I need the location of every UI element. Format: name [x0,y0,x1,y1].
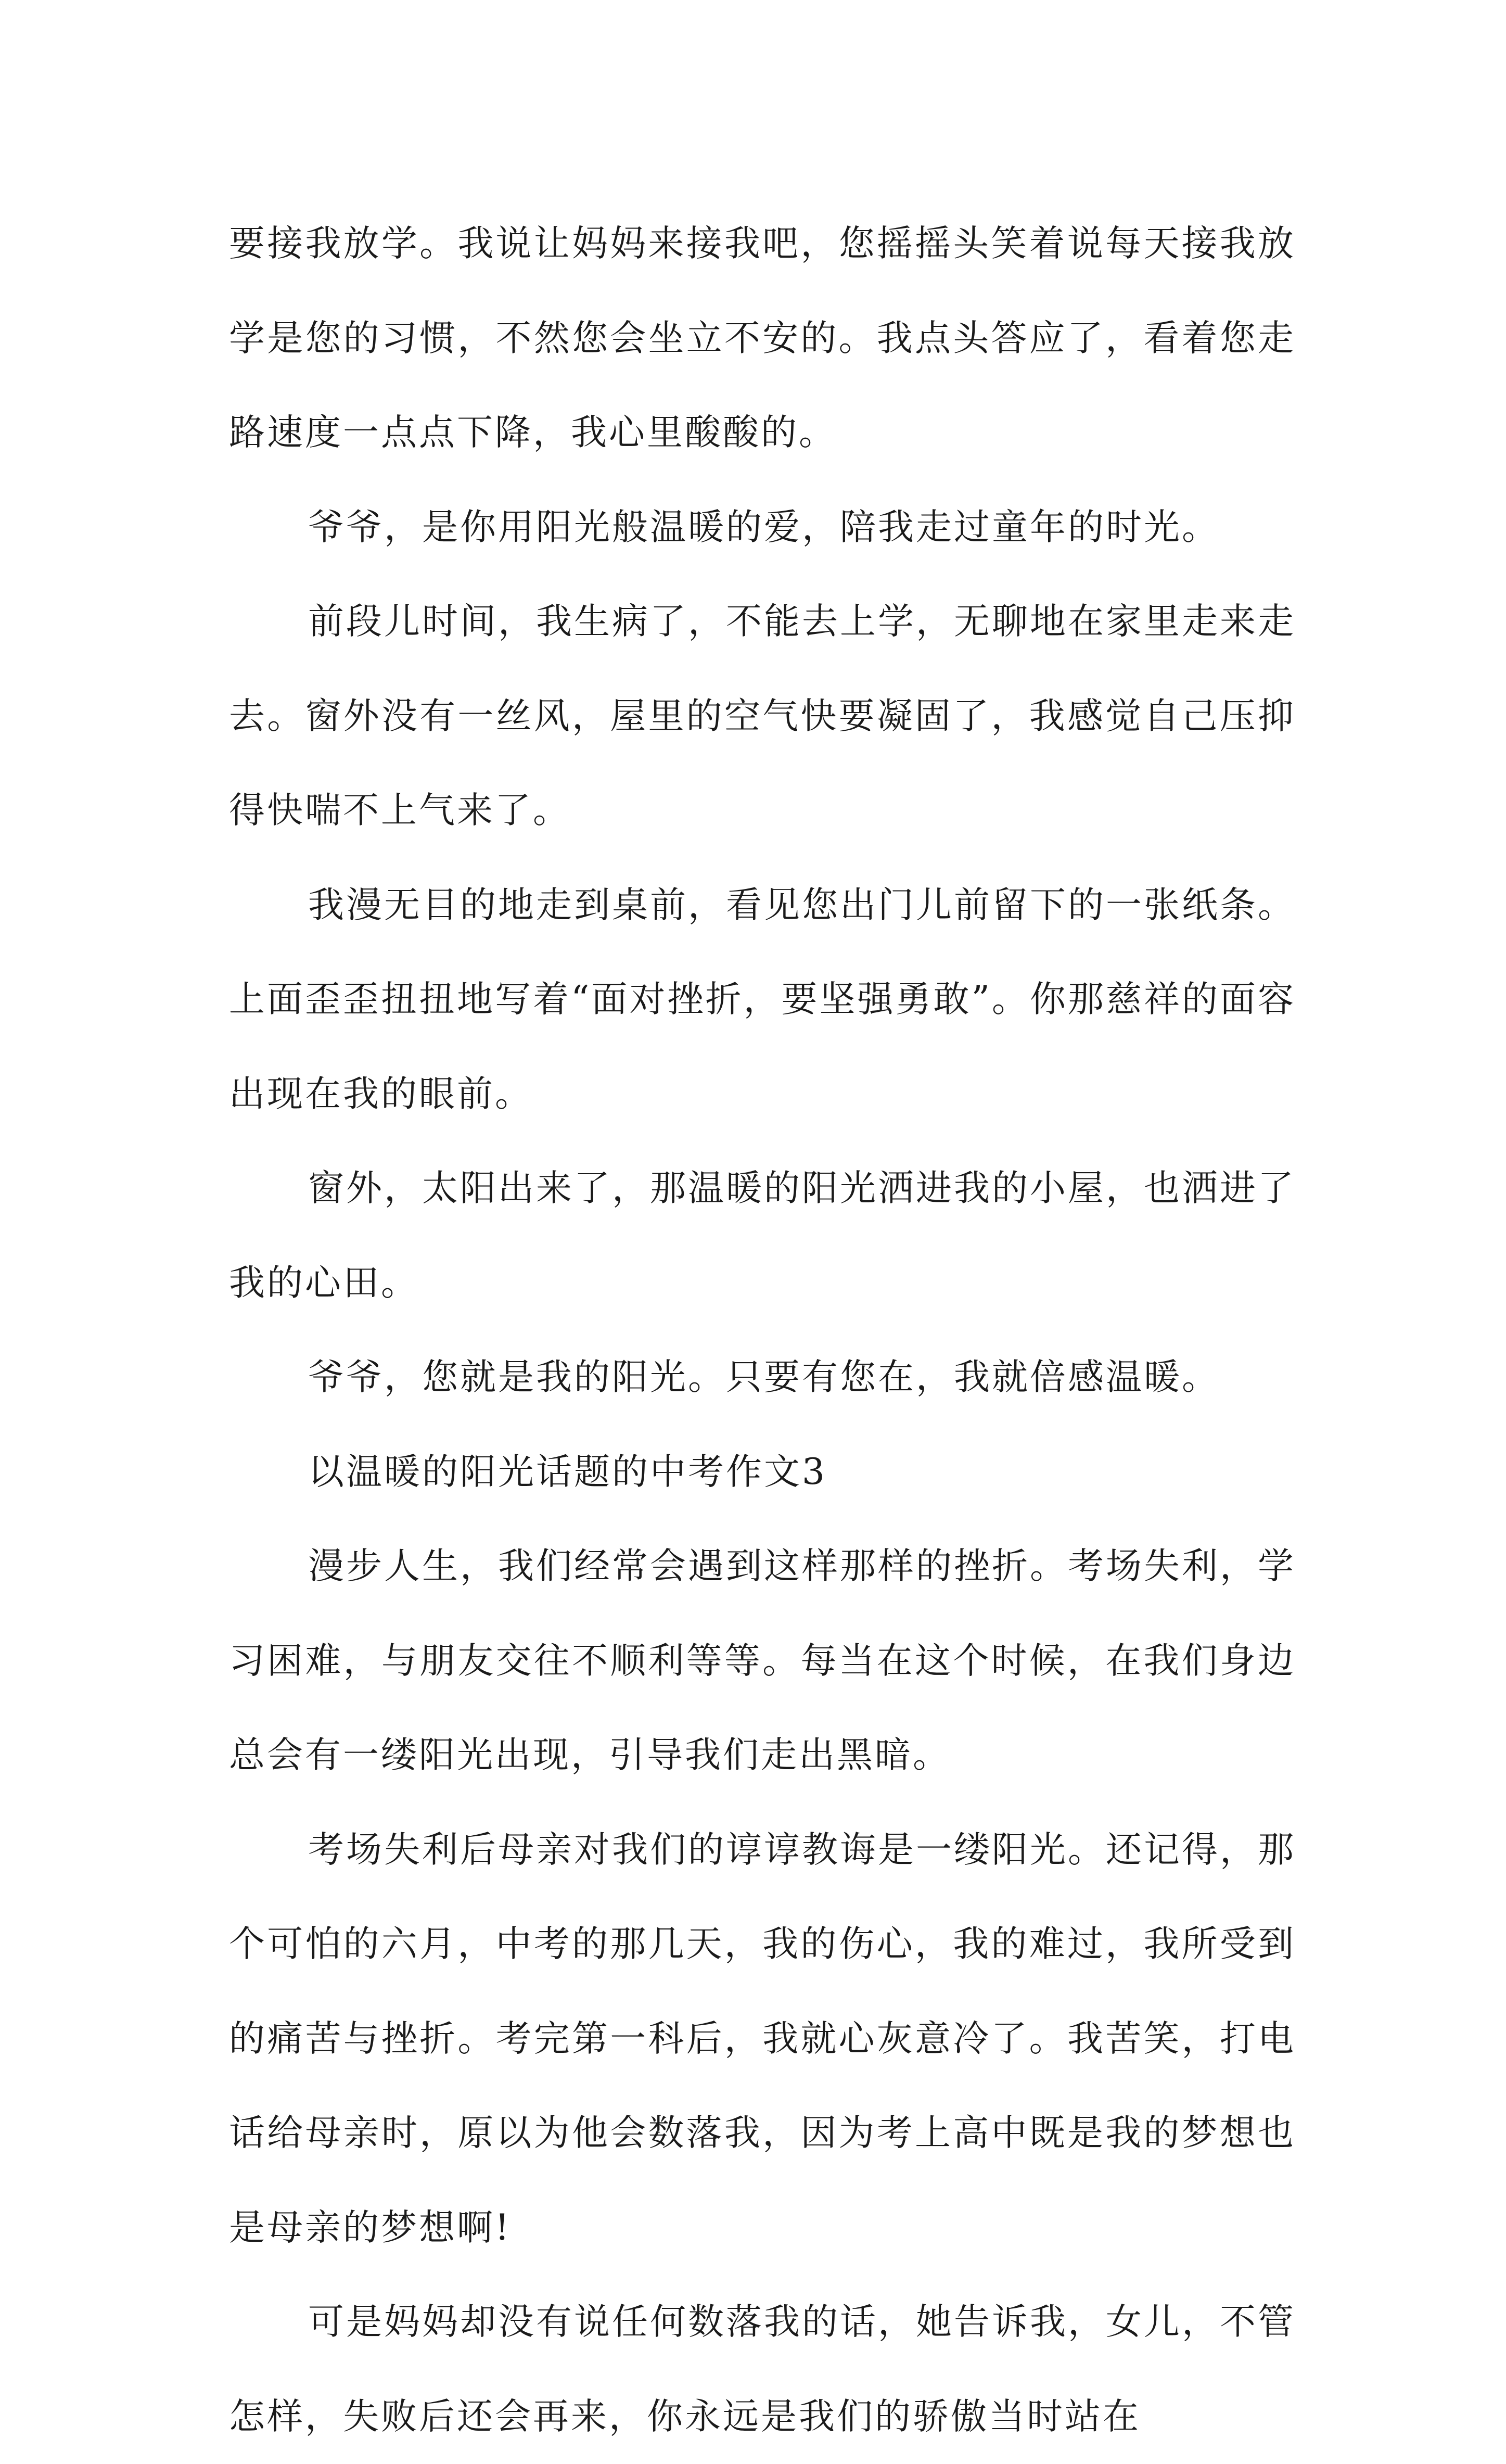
section-heading: 以温暖的阳光话题的中考作文3 [308,1451,827,1493]
paragraph: 考场失利后母亲对我们的谆谆教诲是一缕阳光。还记得，那个可怕的六月，中考的那几天，我的伤心，我的难过，我所受到的痛苦与挫折。考完第一科后，我就心灰意冷了。我苦笑，打电话给母亲时，原以为他会数落我，因为考上高中既是我的梦想也是母亲的梦想啊! [229,1828,1296,2249]
paragraph: 前段儿时间，我生病了，不能去上学，无聊地在家里走来走去。窗外没有一丝风，屋里的空气快要凝固了，我感觉自己压抑得快喘不上气来了。 [229,601,1296,831]
paragraph: 窗外，太阳出来了，那温暖的阳光洒进我的小屋，也洒进了我的心田。 [229,1167,1296,1304]
paragraph-continuation: 要接我放学。我说让妈妈来接我吧，您摇摇头笑着说每天接我放学是您的习惯，不然您会坐立不安的。我点头答应了，看着您走路速度一点点下降，我心里酸酸的。 [229,223,1296,453]
paragraph: 漫步人生，我们经常会遇到这样那样的挫折。考场失利，学习困难，与朋友交往不顺利等等。每当在这个时候，在我们身边总会有一缕阳光出现，引导我们走出黑暗。 [229,1545,1296,1776]
paragraph: 我漫无目的地走到桌前，看见您出门儿前留下的一张纸条。上面歪歪扭扭地写着“面对挫折，要坚强勇敢”。你那慈祥的面容出现在我的眼前。 [229,884,1296,1115]
paragraph: 爷爷，您就是我的阳光。只要有您在，我就倍感温暖。 [308,1356,1220,1398]
paragraph: 可是妈妈却没有说任何数落我的话，她告诉我，女儿，不管怎样，失败后还会再来，你永远是我们的骄傲当时站在 [229,2301,1296,2437]
document-body [229,197,1296,2464]
paragraph: 爷爷，是你用阳光般温暖的爱，陪我走过童年的时光。 [308,506,1220,548]
